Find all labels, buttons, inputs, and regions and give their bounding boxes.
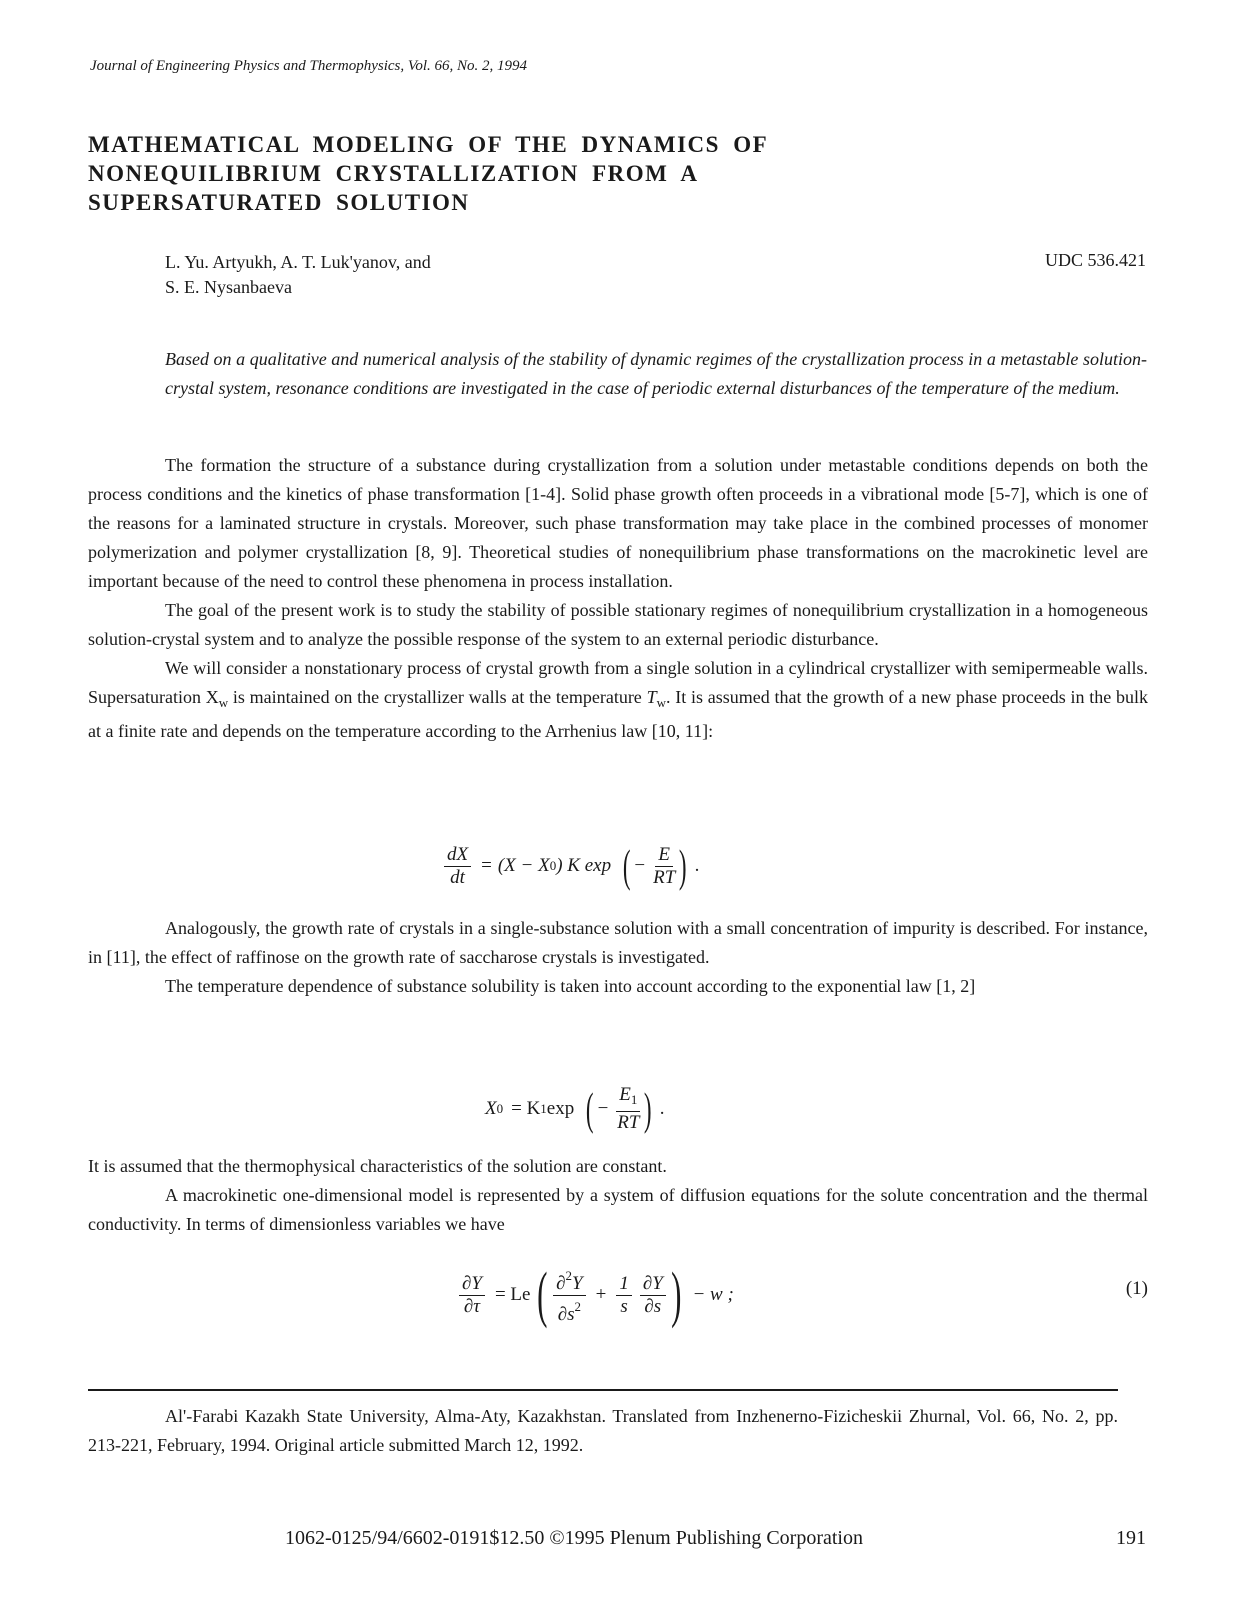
paragraph: A macrokinetic one-dimensional model is represented by a system of diffusion equations for the solute concentration and the thermal conductivity. In terms of dimensionless variables we have xyxy=(88,1185,1148,1234)
text-run: is maintained on the crystallizer walls at the temperature xyxy=(228,687,647,707)
fraction: $\frac{\partial Y}{\partial\tau}$ xyxy=(459,1273,485,1318)
footnote-text: Al'-Farabi Kazakh State University, Alma-Aty, Kazakhstan. Translated from Inzhenerno-Fizicheskii Zhurnal, Vol. 66, No. 2, pp. 213-221, February, 1994. Original article submitted March 12, 1992. xyxy=(88,1406,1118,1455)
body-section-1 xyxy=(88,451,1148,746)
title-line: MATHEMATICAL MODELING OF THE DYNAMICS OF xyxy=(88,132,769,157)
title-line: NONEQUILIBRIUM CRYSTALLIZATION FROM A xyxy=(88,161,699,186)
footnote xyxy=(88,1402,1118,1460)
title-line: SUPERSATURATED SOLUTION xyxy=(88,190,470,215)
body-section-3 xyxy=(88,1152,1148,1239)
article-title xyxy=(88,130,768,217)
equation-number: (1) xyxy=(1125,1278,1148,1299)
page-number: 191 xyxy=(1116,1527,1146,1549)
paragraph: It is assumed that the thermophysical characteristics of the solution are constant. xyxy=(88,1156,667,1176)
equation-arrhenius: $\frac{dX}{dt}$ = (X − X 0 ) K exp ( − $\frac{E}{RT}$ ) . xyxy=(440,843,699,889)
copyright-code: 1062-0125/94/6602-0191$12.50 ©1995 Plenum Publishing Corporation xyxy=(285,1527,863,1549)
authors xyxy=(165,250,431,300)
paragraph: The goal of the present work is to study the stability of possible stationary regimes of nonequilibrium crystallization in a homogeneous solution-crystal system and to analyze the possible response of the system to an external periodic disturbance. xyxy=(88,600,1148,649)
authors-line: S. E. Nysanbaeva xyxy=(165,277,292,297)
fraction: $\frac{dX}{dt}$ xyxy=(444,844,471,889)
paragraph: The formation the structure of a substance during crystallization from a solution under metastable conditions depends on both the process conditions and the kinetics of phase transformation [1-4]. Solid phase growth often proceeds in a vibrational mode [5-7], which is one of the reasons for a laminated structure in crystals. Moreover, such phase transformation may take place in the combined processes of monomer polymerization and polymer crystallization [8, 9]. Theoretical studies of nonequilibrium phase transformations on the macrokinetic level are important because of the need to control these phenomena in process installation. xyxy=(88,455,1148,591)
subscript: w xyxy=(656,695,666,710)
equation-diffusion: $\frac{\partial Y}{\partial\tau}$ = Le ( $\frac{\partial^2Y}{\partial s^2}$ + $\frac{1}{s}$ $\frac{\partial Y}{\partial s}$ ) − w ; xyxy=(455,1264,734,1326)
journal-line: Journal of Engineering Physics and Thermophysics, Vol. 66, No. 2, 1994 xyxy=(90,58,528,74)
footnote-divider xyxy=(88,1389,1118,1391)
paragraph: Analogously, the growth rate of crystals in a single-substance solution with a small concentration of impurity is described. For instance, in [11], the effect of raffinose on the growth rate of saccharose crystals is investigated. xyxy=(88,918,1148,967)
fraction: $\frac{\partial^2Y}{\partial s^2}$ xyxy=(553,1265,585,1326)
abstract: Based on a qualitative and numerical analysis of the stability of dynamic regimes of the crystallization process in a metastable solution-crystal system, resonance conditions are investigated in the case of periodic external disturbances of the temperature of the medium. xyxy=(165,349,1147,398)
fraction: $\frac{1}{s}$ xyxy=(616,1273,632,1318)
fraction: $\frac{E}{RT}$ xyxy=(653,843,676,888)
variable: T xyxy=(646,687,657,707)
paragraph: The temperature dependence of substance solubility is taken into account according to the exponential law [1, 2] xyxy=(165,976,976,996)
fraction: $\frac{\partial Y}{\partial s}$ xyxy=(640,1273,666,1318)
udc-code: UDC 536.421 xyxy=(1044,250,1146,270)
authors-line: L. Yu. Artyukh, A. T. Luk'yanov, and xyxy=(165,252,431,272)
fraction: $\frac{E_1}{RT}$ xyxy=(617,1084,640,1133)
paragraph xyxy=(88,654,1148,746)
text-run: . It is assumed that the growth of a new phase proceeds in the bulk at a finite rate and depends on the temperature according to the Arrhenius law [10, 11]: xyxy=(88,687,1148,741)
body-section-2 xyxy=(88,914,1148,1001)
subscript: w xyxy=(218,695,229,710)
equation-solubility: X 0 = K 1 exp ( − $\frac{E_1}{RT}$ ) . xyxy=(485,1083,665,1134)
text-run: We will consider a nonstationary process of crystal growth from a single solution in a cylindrical crystallizer with semipermeable walls. Supersaturation X xyxy=(88,658,1148,707)
